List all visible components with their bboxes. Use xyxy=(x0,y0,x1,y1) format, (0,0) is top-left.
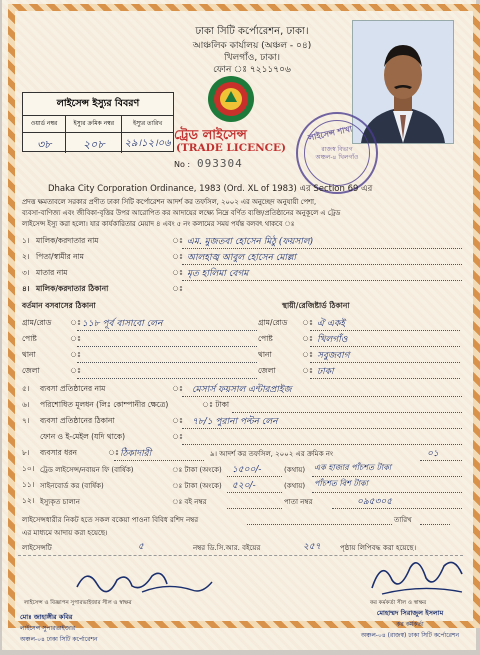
intro-line-3: লাইসেন্স ইস্যু করা হলো। যার কার্যকারিতার মেয়াদ ৪ এবং ৫ নং কলামের সময় পর্যন্ত বলবৎ থাকবে ঃ xyxy=(22,220,295,228)
phone-number: ফোন ঃ ৭২১১৭০৬ xyxy=(213,65,291,75)
fee-num: ১১। xyxy=(22,480,35,489)
fee-words-label: (কথায়) xyxy=(284,466,306,474)
fee-unit: ঃ টাকা (অংকে) xyxy=(172,482,222,490)
addr-label: গ্রাম/রোড xyxy=(22,318,52,327)
issue-box-title: লাইসেন্স ইস্যুর বিবরণ xyxy=(23,93,173,116)
register-prefix: লাইসেন্সটি xyxy=(22,544,52,552)
signboard-fee-amount: ৫২০/- xyxy=(232,481,256,491)
present-road-value: ১১৮ পূর্ব বাসাবো লেন xyxy=(82,319,163,329)
addr-label: থানা xyxy=(22,350,36,359)
permanent-post-value: খিলগাঁও xyxy=(317,335,348,345)
fee-label: সাইনবোর্ড কর (বার্ষিক) xyxy=(40,482,104,490)
business-name-value: মেসার্স ফয়সাল এন্টারপ্রাইজ xyxy=(192,385,292,395)
field-label: পিতা/স্বামীর নাম xyxy=(36,252,84,261)
owner-name-value: এম. মুজতবা হোসেন মিঠু (ফয়সাল) xyxy=(187,237,314,247)
field-num: ৪। xyxy=(22,284,30,293)
fee-row-licence xyxy=(22,464,462,477)
permanent-address-heading: স্থায়ী/রেজিষ্টার্ড ঠিকানা xyxy=(282,301,350,310)
stamp-text: লাইসেন্স শাখা xyxy=(307,124,353,143)
fee-label: ট্রেড লাইসেন্স/নবায়ন ফি (বার্ষিক) xyxy=(40,466,134,474)
field-label: ব্যবসা প্রতিষ্ঠানের নাম xyxy=(40,384,106,393)
arrears-statement: লাইসেন্সধারীর নিকট হতে সকল বকেয়া পাওনা বিবিধ রশিদ নম্বর xyxy=(22,516,199,524)
field-label: মালিক/করদাতার ঠিকানা xyxy=(36,284,109,293)
permanent-thana-value: সবুজবাগ xyxy=(317,351,350,361)
collection-statement: এর মাধ্যমে আদায় করা হয়েছে। xyxy=(22,529,108,537)
issue-details-box xyxy=(22,92,174,152)
perm-addr-label: গ্রাম/রোড xyxy=(258,318,288,327)
licence-no-value: 093304 xyxy=(197,157,243,170)
right-officer-org: অঞ্চল-০৪ (রাজস্ব) ঢাকা সিটি কর্পোরেশন xyxy=(360,632,460,639)
date-line xyxy=(420,524,450,525)
date-col-header: ইস্যুর তারিখ xyxy=(133,120,163,127)
perm-addr-label: পোষ্ট xyxy=(258,334,273,343)
perm-addr-label: থানা xyxy=(258,350,272,359)
date-label: তারিখ xyxy=(394,516,412,524)
right-signature xyxy=(362,548,472,602)
field-num: ৭। xyxy=(22,416,30,425)
right-officer-title: কর কর্মকর্তা xyxy=(396,621,424,628)
tax-schedule-label: ৯। আদর্শ কর তফসিল, ২০০২ এর ক্রমিক নং xyxy=(210,450,334,458)
field-num: ৩। xyxy=(22,268,30,277)
challan-page-value: ০৯৫৩০৫ xyxy=(357,497,393,507)
address-row-thana: থানা ঃ থানা ঃ সবুজবাগ xyxy=(22,350,462,363)
serial-col-header: ইস্যুর ক্রমিক নম্বর xyxy=(66,116,122,132)
left-officer-seal xyxy=(20,612,98,645)
address-row-road: গ্রাম/রোড ঃ ১১৮ পূর্ব বাসাবো লেন গ্রাম/রোড ঃ ঐ একই xyxy=(22,318,462,331)
fee-unit: ঃ বই নম্বর xyxy=(172,498,207,506)
addr-label: জেলা xyxy=(22,366,40,375)
tax-schedule-value: ০১ xyxy=(427,449,439,459)
ordinance-line: Dhaka City Corporation Ordinance, 1983 (Ord. XL of 1983) এর Section 69 এর xyxy=(48,184,373,194)
serial-number: ২০৮ xyxy=(66,133,122,153)
licence-paper xyxy=(2,0,476,650)
register-suffix: পৃষ্ঠায় লিপিবদ্ধ করা হয়েছে। xyxy=(340,544,417,552)
fee-words-label: পাতা নম্বর xyxy=(284,498,313,506)
intro-line-1: প্রদত্ত ক্ষমতাবলে সরকার প্রণীত ঢাকা সিটি কর্পোরেশন আদর্শ কর তফসিল, ২০০২ এর অনুচ্ছেদ অনুযায়ী পেশা, xyxy=(22,198,317,206)
signboard-fee-words: পাঁচশত বিশ টাকা xyxy=(314,479,368,488)
title-english: (TRADE LICENCE) xyxy=(176,142,286,154)
dcc-emblem xyxy=(207,75,255,123)
fee-row-challan xyxy=(22,496,462,509)
mother-name-value: মৃত হালিমা বেগম xyxy=(187,269,249,279)
field-label: ব্যবসার ধরন xyxy=(40,448,77,457)
field-row-capital xyxy=(22,400,462,413)
fee-row-signboard xyxy=(22,480,462,493)
field-label: পরিশোধিত মূলধন (লিঃ কোম্পানীর ক্ষেত্রে) xyxy=(40,400,169,409)
office-name: আঞ্চলিক কার্যালয় (অঞ্চল - ০৪) xyxy=(192,41,312,51)
right-signature-caption: কর কর্মকর্তা সীল ও স্বাক্ষর xyxy=(370,600,427,606)
field-row-business-name: ৫। ব্যবসা প্রতিষ্ঠানের নাম ঃ মেসার্স ফয়সাল এন্টারপ্রাইজ xyxy=(22,384,462,397)
fee-num: ১২। xyxy=(22,496,35,505)
field-label: ব্যবসা প্রতিষ্ঠানের ঠিকানা xyxy=(40,416,115,425)
licence-no-label: No : xyxy=(174,160,191,169)
issue-date: ২৯।১২।০৬ xyxy=(124,138,171,149)
field-row-business-type: ৮। ব্যবসার ধরন ঃ ঠিকাদারী ৯। আদর্শ কর তফসিল, ২০০২ এর ক্রমিক নং ০১ xyxy=(22,448,462,461)
ward-number: ৩৮ xyxy=(23,133,66,153)
field-label: ফোন ও ই-মেইল (যদি থাকে) xyxy=(40,432,126,441)
fee-num: ১০। xyxy=(22,464,35,473)
left-signature-caption: লাইসেন্স ও বিজ্ঞাপন সুপারভাইজার সীল ও স্বাক্ষর xyxy=(24,600,132,606)
permanent-district-value: ঢাকা xyxy=(317,367,334,377)
left-signature xyxy=(72,562,222,602)
field-row-owner: ১। মালিক/করদাতার নাম ঃ এম. মুজতবা হোসেন মিঠু (ফয়সাল) xyxy=(22,236,462,249)
org-name: ঢাকা সিটি কর্পোরেশন, ঢাকা। xyxy=(195,26,309,37)
address-row-post: পোষ্ট ঃ পোষ্ট ঃ খিলগাঁও xyxy=(22,334,462,347)
fee-label: ইস্যুকৃত চালান xyxy=(40,498,80,506)
register-page: ২৫৭ xyxy=(303,542,321,552)
field-row-mother: ৩। মাতার নাম ঃ মৃত হালিমা বেগম xyxy=(22,268,462,281)
left-officer-name: মোঃ জাহাঙ্গীর কবির xyxy=(20,613,73,621)
field-row-address-heading: ৪। মালিক/করদাতার ঠিকানা ঃ xyxy=(22,284,462,297)
business-address-value: ৭৮/১ পুরানা পল্টন লেন xyxy=(192,417,278,427)
licence-fee-amount: ১৫০০/- xyxy=(232,465,262,475)
fee-unit: ঃ টাকা (অংকে) xyxy=(172,466,222,474)
issue-box-value-row xyxy=(23,133,173,153)
left-officer-title: লাইসেন্স সুপারভাইজার xyxy=(20,625,76,632)
field-num: ১। xyxy=(22,236,30,245)
capital-suffix: ঃ টাকা xyxy=(202,400,230,409)
receipt-line xyxy=(247,524,392,525)
addr-label: পোষ্ট xyxy=(22,334,37,343)
fee-words-label: (কথায়) xyxy=(284,482,306,490)
field-num: ৮। xyxy=(22,448,30,457)
address-row-district: জেলা ঃ জেলা ঃ ঢাকা xyxy=(22,366,462,379)
field-row-phone-email: ফোন ও ই-মেইল (যদি থাকে) ঃ xyxy=(22,432,462,445)
register-number: ৫ xyxy=(138,542,144,552)
right-officer-name: মোহাম্মদ সিরাজুল ইসলাম xyxy=(376,609,444,617)
present-address-heading: বর্তমান বসবাসের ঠিকানা xyxy=(22,301,96,310)
field-label: মাতার নাম xyxy=(36,268,68,277)
register-middle: নম্বর ডি.সি.আর. বইয়ের xyxy=(193,544,261,552)
area-name: খিলগাঁও, ঢাকা। xyxy=(224,53,280,63)
field-num: ৫। xyxy=(22,384,30,393)
left-officer-org: অঞ্চল-০৪ ঢাকা সিটি কর্পোরেশন xyxy=(20,636,98,643)
field-label: মালিক/করদাতার নাম xyxy=(36,236,99,245)
ward-col-header: ওয়ার্ড নম্বর xyxy=(23,116,66,132)
father-name-value: আলহাজ্ব আবুল হোসেন মোল্লা xyxy=(187,253,296,263)
field-num: ৬। xyxy=(22,400,30,409)
field-row-business-address: ৭। ব্যবসা প্রতিষ্ঠানের ঠিকানা ঃ ৭৮/১ পুরানা পল্টন লেন xyxy=(22,416,462,429)
perm-addr-label: জেলা xyxy=(258,366,276,375)
right-officer-seal xyxy=(350,608,470,641)
licence-fee-words: এক হাজার পাঁচশত টাকা xyxy=(314,463,392,472)
title-bengali: ট্রেড লাইসেন্স xyxy=(174,128,247,143)
business-type-value: ঠিকাদারী xyxy=(120,449,152,459)
field-row-father: ২। পিতা/স্বামীর নাম ঃ আলহাজ্ব আবুল হোসেন মোল্লা xyxy=(22,252,462,265)
stamp-subtext: রাজস্ব বিভাগ অঞ্চল-৪ খিলগাঁও xyxy=(315,146,359,161)
intro-line-2: ব্যবসা-বাণিজ্য এবং জীবিকা-বৃত্তির উপর আরোপিত কর আদায়ের লক্ষ্যে নিম্নে বর্ণিত ব্যক্তি/প্রতিষ্ঠানের অনুকূলে এ ট্রেড xyxy=(22,209,341,217)
field-num: ২। xyxy=(22,252,30,261)
permanent-road-value: ঐ একই xyxy=(317,319,345,329)
issue-box-header-row xyxy=(23,116,173,133)
